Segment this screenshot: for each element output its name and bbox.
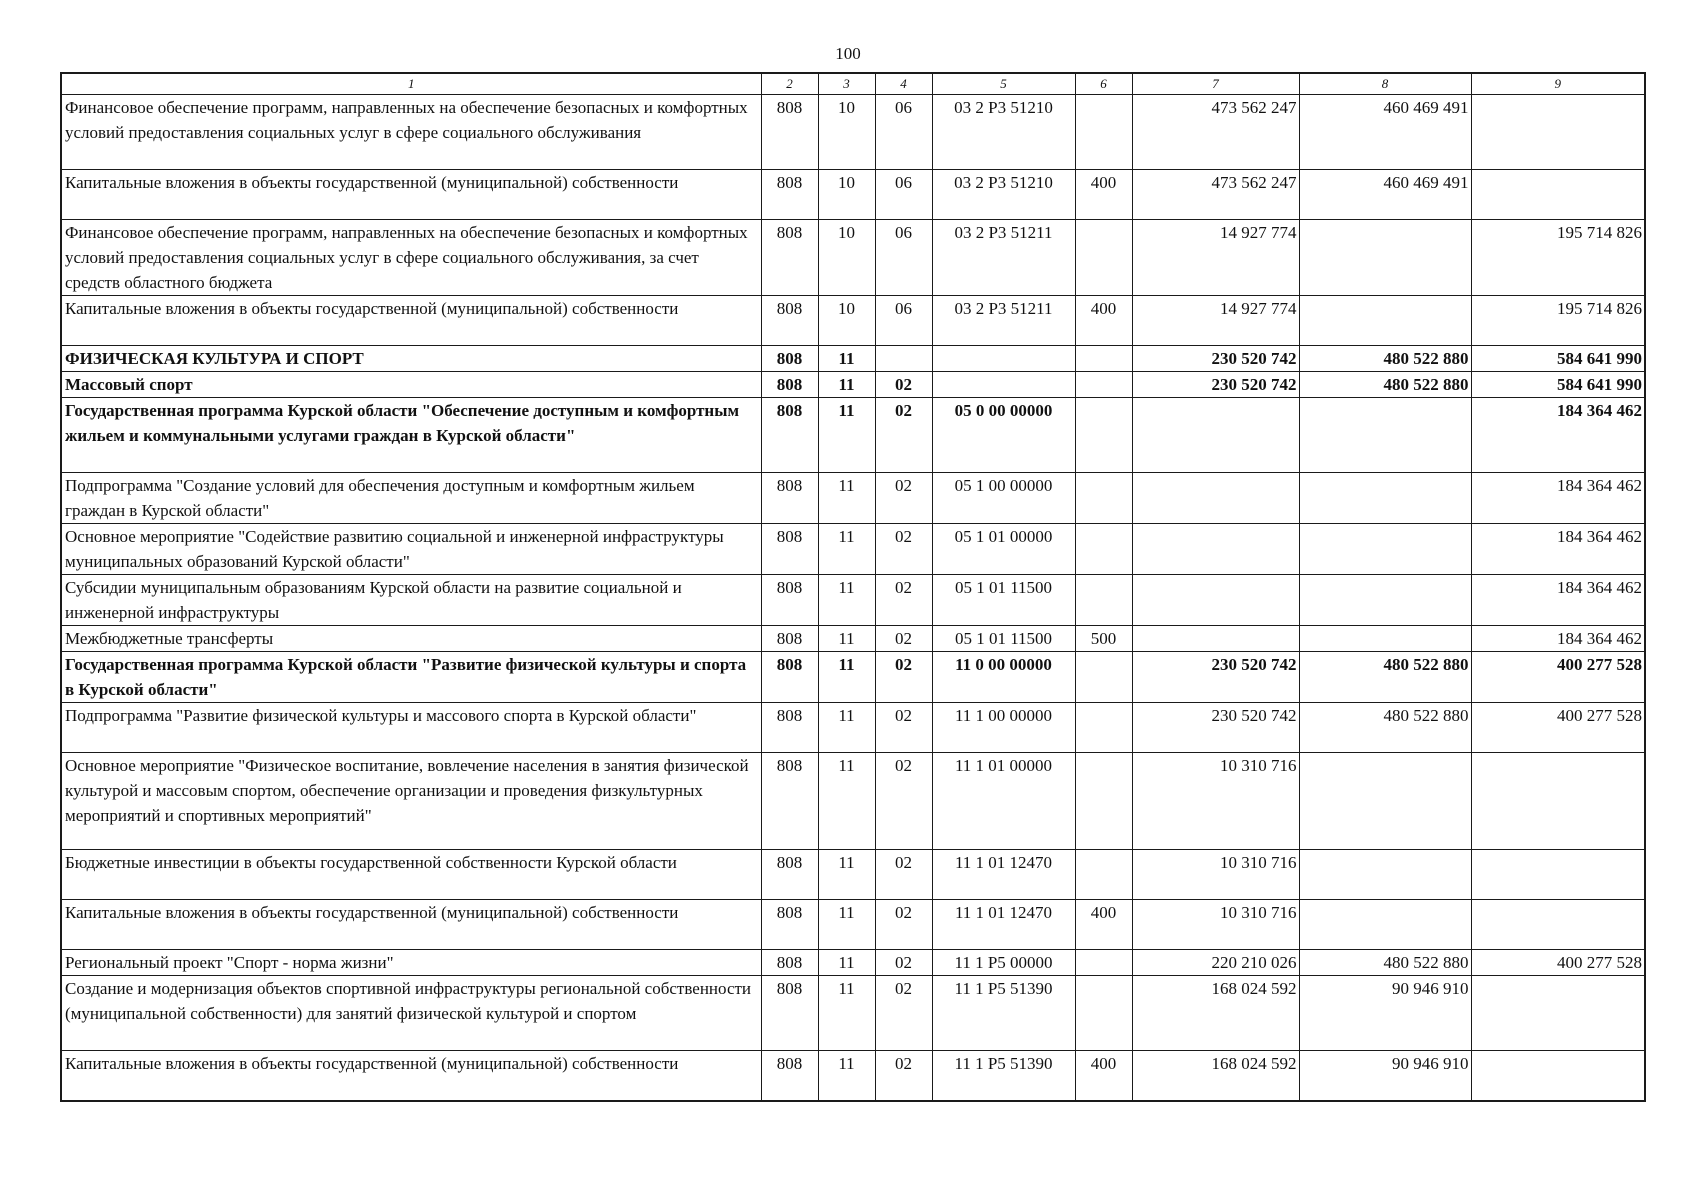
ministry-code: 808 <box>761 398 818 473</box>
expense-type-code <box>1075 652 1132 703</box>
row-name: Подпрограмма "Создание условий для обеспечения доступным и комфортным жильем граждан в Курской области" <box>61 473 761 524</box>
amount-col-9: 400 277 528 <box>1471 703 1645 753</box>
row-name: Капитальные вложения в объекты государственной (муниципальной) собственности <box>61 900 761 950</box>
section-code: 10 <box>818 220 875 296</box>
ministry-code: 808 <box>761 524 818 575</box>
column-header: 1 <box>61 73 761 95</box>
amount-col-9: 184 364 462 <box>1471 575 1645 626</box>
amount-col-7: 10 310 716 <box>1132 753 1299 850</box>
row-name: Капитальные вложения в объекты государственной (муниципальной) собственности <box>61 1051 761 1101</box>
amount-col-7 <box>1132 473 1299 524</box>
subsection-code: 06 <box>875 170 932 220</box>
amount-col-7 <box>1132 524 1299 575</box>
column-header: 5 <box>932 73 1075 95</box>
amount-col-9: 584 641 990 <box>1471 346 1645 372</box>
ministry-code: 808 <box>761 753 818 850</box>
table-row <box>61 850 1645 900</box>
table-row <box>61 473 1645 524</box>
row-name: Капитальные вложения в объекты государственной (муниципальной) собственности <box>61 296 761 346</box>
row-name: Субсидии муниципальным образованиям Курской области на развитие социальной и инженерной инфраструктуры <box>61 575 761 626</box>
amount-col-9 <box>1471 753 1645 850</box>
ministry-code: 808 <box>761 95 818 170</box>
ministry-code: 808 <box>761 473 818 524</box>
column-header: 4 <box>875 73 932 95</box>
amount-col-8: 480 522 880 <box>1299 703 1471 753</box>
amount-col-7: 220 210 026 <box>1132 950 1299 976</box>
table-row <box>61 170 1645 220</box>
amount-col-7 <box>1132 398 1299 473</box>
section-code: 11 <box>818 575 875 626</box>
section-code: 11 <box>818 398 875 473</box>
amount-col-9 <box>1471 1051 1645 1101</box>
section-code: 11 <box>818 753 875 850</box>
target-article-code <box>932 346 1075 372</box>
target-article-code: 11 1 P5 51390 <box>932 976 1075 1051</box>
expense-type-code <box>1075 950 1132 976</box>
target-article-code: 03 2 P3 51211 <box>932 296 1075 346</box>
amount-col-9: 184 364 462 <box>1471 398 1645 473</box>
subsection-code: 06 <box>875 296 932 346</box>
table-row <box>61 950 1645 976</box>
section-code: 11 <box>818 850 875 900</box>
subsection-code: 02 <box>875 950 932 976</box>
amount-col-8: 480 522 880 <box>1299 346 1471 372</box>
target-article-code: 11 1 00 00000 <box>932 703 1075 753</box>
amount-col-9: 195 714 826 <box>1471 220 1645 296</box>
amount-col-8 <box>1299 296 1471 346</box>
subsection-code: 02 <box>875 900 932 950</box>
amount-col-7: 230 520 742 <box>1132 703 1299 753</box>
row-name: Капитальные вложения в объекты государственной (муниципальной) собственности <box>61 170 761 220</box>
table-row <box>61 296 1645 346</box>
expense-type-code <box>1075 850 1132 900</box>
section-code: 11 <box>818 372 875 398</box>
row-name: Финансовое обеспечение программ, направленных на обеспечение безопасных и комфортных условий предоставления социальных услуг в сфере социального обслуживания, за счет средств областного бюджета <box>61 220 761 296</box>
section-code: 11 <box>818 524 875 575</box>
section-code: 11 <box>818 703 875 753</box>
table-row <box>61 976 1645 1051</box>
budget-table <box>60 72 1646 1102</box>
expense-type-code <box>1075 976 1132 1051</box>
ministry-code: 808 <box>761 950 818 976</box>
amount-col-7: 14 927 774 <box>1132 220 1299 296</box>
ministry-code: 808 <box>761 220 818 296</box>
amount-col-8 <box>1299 473 1471 524</box>
amount-col-7: 230 520 742 <box>1132 652 1299 703</box>
expense-type-code: 400 <box>1075 170 1132 220</box>
expense-type-code <box>1075 346 1132 372</box>
amount-col-7 <box>1132 575 1299 626</box>
subsection-code: 02 <box>875 398 932 473</box>
target-article-code: 03 2 P3 51210 <box>932 170 1075 220</box>
amount-col-9: 195 714 826 <box>1471 296 1645 346</box>
ministry-code: 808 <box>761 626 818 652</box>
target-article-code: 05 1 01 11500 <box>932 575 1075 626</box>
subsection-code: 02 <box>875 372 932 398</box>
amount-col-8: 460 469 491 <box>1299 170 1471 220</box>
ministry-code: 808 <box>761 296 818 346</box>
amount-col-9 <box>1471 95 1645 170</box>
target-article-code: 05 1 01 00000 <box>932 524 1075 575</box>
row-name: Создание и модернизация объектов спортивной инфраструктуры региональной собственности (муниципальной собственности) для занятий физической культурой и спортом <box>61 976 761 1051</box>
amount-col-7: 230 520 742 <box>1132 372 1299 398</box>
table-row <box>61 220 1645 296</box>
amount-col-7: 10 310 716 <box>1132 850 1299 900</box>
section-code: 10 <box>818 296 875 346</box>
page-number: 100 <box>835 44 861 63</box>
section-code: 11 <box>818 976 875 1051</box>
table-row <box>61 524 1645 575</box>
target-article-code <box>932 372 1075 398</box>
amount-col-8 <box>1299 575 1471 626</box>
section-code: 11 <box>818 950 875 976</box>
target-article-code: 05 1 00 00000 <box>932 473 1075 524</box>
expense-type-code <box>1075 703 1132 753</box>
amount-col-9: 584 641 990 <box>1471 372 1645 398</box>
subsection-code: 02 <box>875 473 932 524</box>
amount-col-7: 168 024 592 <box>1132 976 1299 1051</box>
amount-col-9 <box>1471 900 1645 950</box>
amount-col-7: 473 562 247 <box>1132 170 1299 220</box>
expense-type-code <box>1075 220 1132 296</box>
table-row <box>61 753 1645 850</box>
table-row <box>61 575 1645 626</box>
amount-col-8: 90 946 910 <box>1299 976 1471 1051</box>
amount-col-9: 400 277 528 <box>1471 950 1645 976</box>
amount-col-7: 168 024 592 <box>1132 1051 1299 1101</box>
amount-col-8 <box>1299 220 1471 296</box>
table-row <box>61 1051 1645 1101</box>
ministry-code: 808 <box>761 346 818 372</box>
amount-col-9 <box>1471 170 1645 220</box>
table-row <box>61 95 1645 170</box>
column-header: 6 <box>1075 73 1132 95</box>
amount-col-8 <box>1299 398 1471 473</box>
subsection-code: 02 <box>875 652 932 703</box>
amount-col-8: 90 946 910 <box>1299 1051 1471 1101</box>
expense-type-code: 400 <box>1075 296 1132 346</box>
expense-type-code: 400 <box>1075 900 1132 950</box>
row-name: Подпрограмма "Развитие физической культуры и массового спорта в Курской области" <box>61 703 761 753</box>
target-article-code: 11 1 01 00000 <box>932 753 1075 850</box>
subsection-code: 02 <box>875 1051 932 1101</box>
expense-type-code <box>1075 575 1132 626</box>
subsection-code: 02 <box>875 626 932 652</box>
expense-type-code: 500 <box>1075 626 1132 652</box>
amount-col-7: 14 927 774 <box>1132 296 1299 346</box>
amount-col-8 <box>1299 900 1471 950</box>
column-header: 2 <box>761 73 818 95</box>
target-article-code: 11 1 P5 51390 <box>932 1051 1075 1101</box>
amount-col-8: 480 522 880 <box>1299 950 1471 976</box>
row-name: Основное мероприятие "Физическое воспитание, вовлечение населения в занятия физической культурой и массовым спортом, обеспечение организации и проведения физкультурных мероприятий и спортивных мероприятий" <box>61 753 761 850</box>
expense-type-code: 400 <box>1075 1051 1132 1101</box>
table-row <box>61 372 1645 398</box>
subsection-code: 02 <box>875 976 932 1051</box>
expense-type-code <box>1075 372 1132 398</box>
target-article-code: 11 1 01 12470 <box>932 900 1075 950</box>
target-article-code: 11 0 00 00000 <box>932 652 1075 703</box>
target-article-code: 03 2 P3 51211 <box>932 220 1075 296</box>
amount-col-9: 184 364 462 <box>1471 524 1645 575</box>
amount-col-9 <box>1471 850 1645 900</box>
ministry-code: 808 <box>761 372 818 398</box>
amount-col-8 <box>1299 524 1471 575</box>
target-article-code: 11 1 01 12470 <box>932 850 1075 900</box>
column-header: 3 <box>818 73 875 95</box>
subsection-code <box>875 346 932 372</box>
row-name: ФИЗИЧЕСКАЯ КУЛЬТУРА И СПОРТ <box>61 346 761 372</box>
amount-col-7: 473 562 247 <box>1132 95 1299 170</box>
ministry-code: 808 <box>761 850 818 900</box>
ministry-code: 808 <box>761 1051 818 1101</box>
expense-type-code <box>1075 753 1132 850</box>
amount-col-8: 480 522 880 <box>1299 372 1471 398</box>
target-article-code: 05 0 00 00000 <box>932 398 1075 473</box>
expense-type-code <box>1075 398 1132 473</box>
amount-col-8: 460 469 491 <box>1299 95 1471 170</box>
column-header: 8 <box>1299 73 1471 95</box>
amount-col-9: 400 277 528 <box>1471 652 1645 703</box>
row-name: Основное мероприятие "Содействие развитию социальной и инженерной инфраструктуры муниципальных образований Курской области" <box>61 524 761 575</box>
table-row <box>61 626 1645 652</box>
ministry-code: 808 <box>761 575 818 626</box>
row-name: Региональный проект "Спорт - норма жизни" <box>61 950 761 976</box>
expense-type-code <box>1075 524 1132 575</box>
amount-col-7: 10 310 716 <box>1132 900 1299 950</box>
section-code: 11 <box>818 900 875 950</box>
ministry-code: 808 <box>761 652 818 703</box>
table-row <box>61 900 1645 950</box>
amount-col-9: 184 364 462 <box>1471 626 1645 652</box>
row-name: Массовый спорт <box>61 372 761 398</box>
subsection-code: 06 <box>875 95 932 170</box>
ministry-code: 808 <box>761 170 818 220</box>
table-row <box>61 346 1645 372</box>
row-name: Финансовое обеспечение программ, направленных на обеспечение безопасных и комфортных условий предоставления социальных услуг в сфере социального обслуживания <box>61 95 761 170</box>
amount-col-9: 184 364 462 <box>1471 473 1645 524</box>
amount-col-8 <box>1299 850 1471 900</box>
section-code: 11 <box>818 1051 875 1101</box>
amount-col-8 <box>1299 626 1471 652</box>
amount-col-8 <box>1299 753 1471 850</box>
column-header: 9 <box>1471 73 1645 95</box>
target-article-code: 03 2 P3 51210 <box>932 95 1075 170</box>
subsection-code: 02 <box>875 753 932 850</box>
section-code: 11 <box>818 652 875 703</box>
column-number-row <box>61 73 1645 95</box>
expense-type-code <box>1075 473 1132 524</box>
subsection-code: 02 <box>875 575 932 626</box>
section-code: 11 <box>818 626 875 652</box>
table-row <box>61 703 1645 753</box>
amount-col-7: 230 520 742 <box>1132 346 1299 372</box>
row-name: Государственная программа Курской области "Обеспечение доступным и комфортным жильем и коммунальными услугами граждан в Курской области" <box>61 398 761 473</box>
amount-col-8: 480 522 880 <box>1299 652 1471 703</box>
subsection-code: 02 <box>875 524 932 575</box>
row-name: Бюджетные инвестиции в объекты государственной собственности Курской области <box>61 850 761 900</box>
target-article-code: 11 1 P5 00000 <box>932 950 1075 976</box>
section-code: 10 <box>818 95 875 170</box>
subsection-code: 02 <box>875 850 932 900</box>
ministry-code: 808 <box>761 900 818 950</box>
table-row <box>61 652 1645 703</box>
table-row <box>61 398 1645 473</box>
ministry-code: 808 <box>761 976 818 1051</box>
amount-col-9 <box>1471 976 1645 1051</box>
section-code: 11 <box>818 346 875 372</box>
ministry-code: 808 <box>761 703 818 753</box>
section-code: 10 <box>818 170 875 220</box>
subsection-code: 02 <box>875 703 932 753</box>
row-name: Межбюджетные трансферты <box>61 626 761 652</box>
section-code: 11 <box>818 473 875 524</box>
target-article-code: 05 1 01 11500 <box>932 626 1075 652</box>
subsection-code: 06 <box>875 220 932 296</box>
expense-type-code <box>1075 95 1132 170</box>
column-header: 7 <box>1132 73 1299 95</box>
amount-col-7 <box>1132 626 1299 652</box>
row-name: Государственная программа Курской области "Развитие физической культуры и спорта в Курской области" <box>61 652 761 703</box>
